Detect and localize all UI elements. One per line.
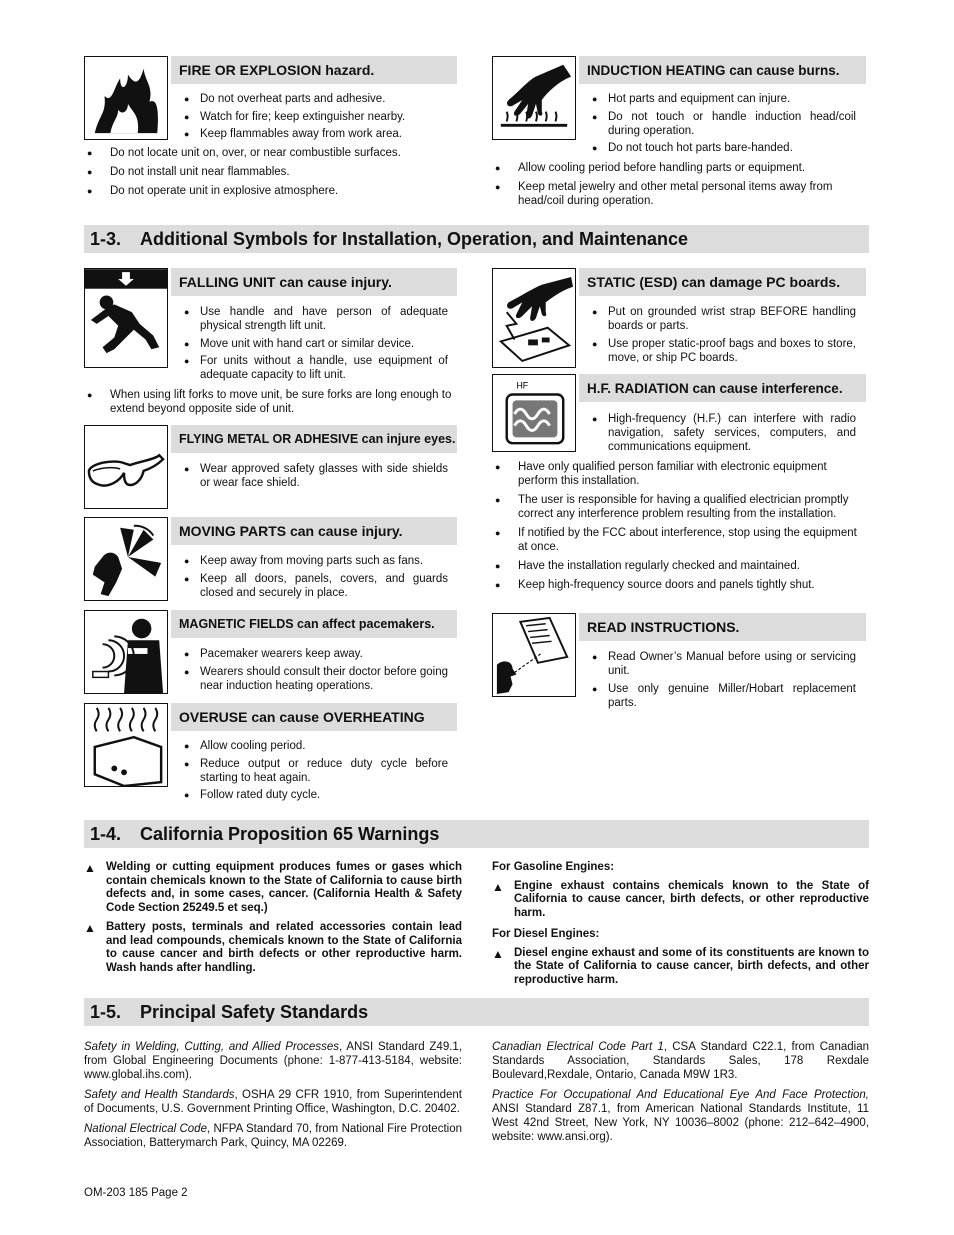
fire-outer-list (84, 146, 458, 202)
static-esd-title: STATIC (ESD) can damage PC boards. (579, 268, 866, 296)
safety-glasses-icon (84, 425, 168, 509)
list-item: ● High-frequency (H.F.) can interfere with radio navigation, safety services, computers, and communications equipment. (592, 412, 856, 454)
warning-text: Battery posts, terminals and related accessories contain lead and lead compounds, chemicals known to the State of California to cause cancer and birth defects or other reproductive harm. Wash hands after handling. (106, 921, 462, 974)
standards-left (84, 1040, 462, 1156)
gasoline-label: For Gasoline Engines: (492, 861, 615, 873)
list-item: ● Do not locate unit on, over, or near combustible surfaces. (84, 146, 458, 160)
section-heading-1-5 (84, 998, 869, 1026)
warning-text: Diesel engine exhaust and some of its constituents are known to the State of California to cause cancer, birth defects, and other reproductive harm. (514, 946, 869, 986)
list-item: ● Watch for fire; keep extinguisher nearby. (184, 110, 448, 124)
moving-parts-icon (84, 517, 168, 601)
fire-inner-list (184, 92, 448, 145)
read-manual-icon (492, 613, 576, 697)
section-title: Principal Safety Standards (140, 1001, 369, 1022)
moving-parts-title: MOVING PARTS can cause injury. (171, 517, 457, 545)
static-esd-icon (492, 268, 576, 368)
standard-name: Safety in Welding, Cutting, and Allied Processes (84, 1041, 339, 1053)
hf-radiation-title: H.F. RADIATION can cause interference. (579, 374, 866, 402)
diesel-label: For Diesel Engines: (492, 928, 600, 940)
falling-outer-list (84, 388, 458, 420)
overheating-unit-icon (84, 703, 168, 787)
warning-item (84, 921, 462, 975)
section-number: 1-3. (90, 228, 122, 249)
list-item: ● Use proper static-proof bags and boxes to store, move, or ship PC boards. (592, 337, 856, 365)
prop65-right-warnings (492, 861, 869, 993)
standard-text: , NFPA Standard 70, from National Fire Protection Association, Batterymarch Park, Quincy, MA 02269. (84, 1123, 462, 1149)
standard-text: , OSHA 29 CFR 1910, from Superintendent of Documents, U.S. Government Printing Office, Washington, D.C. 20402. (84, 1089, 462, 1115)
section-title: Additional Symbols for Installation, Operation, and Maintenance (140, 228, 689, 249)
list-item: ● Hot parts and equipment can injure. (592, 92, 856, 106)
list-item: ● Do not touch or handle induction head/coil during operation. (592, 110, 856, 138)
standard-entry (84, 1040, 462, 1082)
hf-outer-list (492, 460, 862, 596)
list-item: ● Keep flammables away from work area. (184, 127, 448, 141)
list-item: ● Wear approved safety glasses with side shields or wear face shield. (184, 462, 448, 490)
hf-inner-list (592, 412, 856, 458)
standard-name: National Electrical Code (84, 1123, 207, 1135)
list-item: ● For units without a handle, use equipment of adequate capacity to lift unit. (184, 354, 448, 382)
list-item: ● Do not install unit near flammables. (84, 165, 458, 179)
standard-name: Practice For Occupational And Educational Eye And Face Protection, (492, 1089, 869, 1101)
standard-name: Safety and Health Standards (84, 1089, 235, 1101)
standard-text: , ANSI Standard Z49.1, from Global Engineering Documents (phone: 1-877-413-5184, website: www.global.ihs.com). (84, 1041, 463, 1081)
read-inner-list (592, 650, 856, 713)
standard-text: ANSI Standard Z87.1, from American National Standards Institute, 11 West 42nd Street, New York, NY 10036–8002 (phone: 212–642–4900, website: www.ansi.org). (492, 1103, 869, 1143)
warning-triangle-icon: ▲ (84, 921, 96, 935)
list-item: ● Pacemaker wearers keep away. (184, 647, 448, 661)
warning-item (492, 947, 869, 988)
list-item: ● The user is responsible for having a qualified electrician promptly correct any interference problem resulting from the installation. (492, 493, 862, 521)
prop65-left-warnings (84, 861, 462, 981)
flying-metal-title: FLYING METAL OR ADHESIVE can injure eyes. (171, 425, 457, 453)
standard-entry (84, 1122, 462, 1150)
magnetic-inner-list (184, 647, 448, 696)
warning-text: Engine exhaust contains chemicals known to the State of California to cause cancer, birth defects, or other reproductive harm. (514, 879, 869, 919)
standard-entry (492, 1088, 869, 1144)
overuse-inner-list (184, 739, 448, 806)
list-item: ● Move unit with hand cart or similar device. (184, 337, 448, 351)
list-item: ● Keep high-frequency source doors and panels tightly shut. (492, 578, 862, 592)
list-item: ● If notified by the FCC about interference, stop using the equipment at once. (492, 526, 862, 554)
section-number: 1-4. (90, 823, 122, 844)
warning-triangle-icon: ▲ (492, 946, 504, 961)
list-item: ● Keep metal jewelry and other metal personal items away from head/coil during operation. (492, 180, 862, 208)
list-item: ● Use only genuine Miller/Hobart replacement parts. (592, 682, 856, 710)
induction-hazard-title: INDUCTION HEATING can cause burns. (579, 56, 866, 84)
list-item: ● Allow cooling period. (184, 739, 448, 753)
list-item: ● Put on grounded wrist strap BEFORE handling boards or parts. (592, 305, 856, 333)
section-heading-1-3 (84, 225, 869, 253)
flying-inner-list (184, 462, 448, 494)
warning-triangle-icon: ▲ (84, 861, 96, 875)
hf-radiation-icon (492, 374, 576, 452)
standards-right (492, 1040, 869, 1150)
falling-unit-title: FALLING UNIT can cause injury. (171, 268, 457, 296)
overuse-title: OVERUSE can cause OVERHEATING (171, 703, 457, 731)
warning-triangle-icon: ▲ (492, 879, 504, 894)
fire-icon (84, 56, 168, 140)
warning-text: Welding or cutting equipment produces fumes or gases which contain chemicals known to the State of California to cause birth defects and, in some cases, cancer. (California Health & Safety Code Section 25249.5 et seq.) (106, 861, 462, 914)
standard-entry (492, 1040, 869, 1082)
standard-text: , CSA Standard C22.1, from Canadian Standards Association, Standards Sales, 178 Rexdale Boulevard,Rexdale, Ontario, Canada M9W 1R3. (492, 1041, 869, 1081)
warning-item (492, 880, 869, 921)
list-item: ● Use handle and have person of adequate physical strength lift unit. (184, 305, 448, 333)
list-item: ● Keep all doors, panels, covers, and guards closed and securely in place. (184, 572, 448, 600)
section-number: 1-5. (90, 1001, 122, 1022)
read-instructions-title: READ INSTRUCTIONS. (579, 613, 866, 641)
standard-entry (84, 1088, 462, 1116)
hf-icon-label: HF (516, 380, 529, 391)
pacemaker-icon (84, 610, 168, 694)
falling-inner-list (184, 305, 448, 386)
list-item: ● Do not overheat parts and adhesive. (184, 92, 448, 106)
list-item: ● Do not touch hot parts bare-handed. (592, 141, 856, 155)
list-item: ● Reduce output or reduce duty cycle before starting to heat again. (184, 757, 448, 785)
list-item: ● Have only qualified person familiar with electronic equipment perform this installation. (492, 460, 862, 488)
standard-name: Canadian Electrical Code Part 1 (492, 1041, 664, 1053)
falling-person-icon (84, 268, 168, 368)
hot-hand-icon (492, 56, 576, 140)
list-item: ● Read Owner’s Manual before using or servicing unit. (592, 650, 856, 678)
section-heading-1-4 (84, 820, 869, 848)
magnetic-fields-title: MAGNETIC FIELDS can affect pacemakers. (171, 610, 457, 638)
list-item: ● Have the installation regularly checked and maintained. (492, 559, 862, 573)
list-item: ● Allow cooling period before handling parts or equipment. (492, 161, 862, 175)
list-item: ● Wearers should consult their doctor before going near induction heating operations. (184, 665, 448, 693)
list-item: ● When using lift forks to move unit, be sure forks are long enough to extend beyond opposite side of unit. (84, 388, 458, 416)
fire-hazard-title: FIRE OR EXPLOSION hazard. (171, 56, 457, 84)
induction-outer-list (492, 161, 862, 212)
static-inner-list (592, 305, 856, 368)
induction-inner-list (592, 92, 856, 159)
list-item: ● Follow rated duty cycle. (184, 788, 448, 802)
page-footer: OM-203 185 Page 2 (84, 1187, 188, 1199)
list-item: ● Keep away from moving parts such as fans. (184, 554, 448, 568)
list-item: ● Do not operate unit in explosive atmosphere. (84, 184, 458, 198)
warning-item (84, 861, 462, 915)
moving-inner-list (184, 554, 448, 603)
section-title: California Proposition 65 Warnings (140, 823, 440, 844)
